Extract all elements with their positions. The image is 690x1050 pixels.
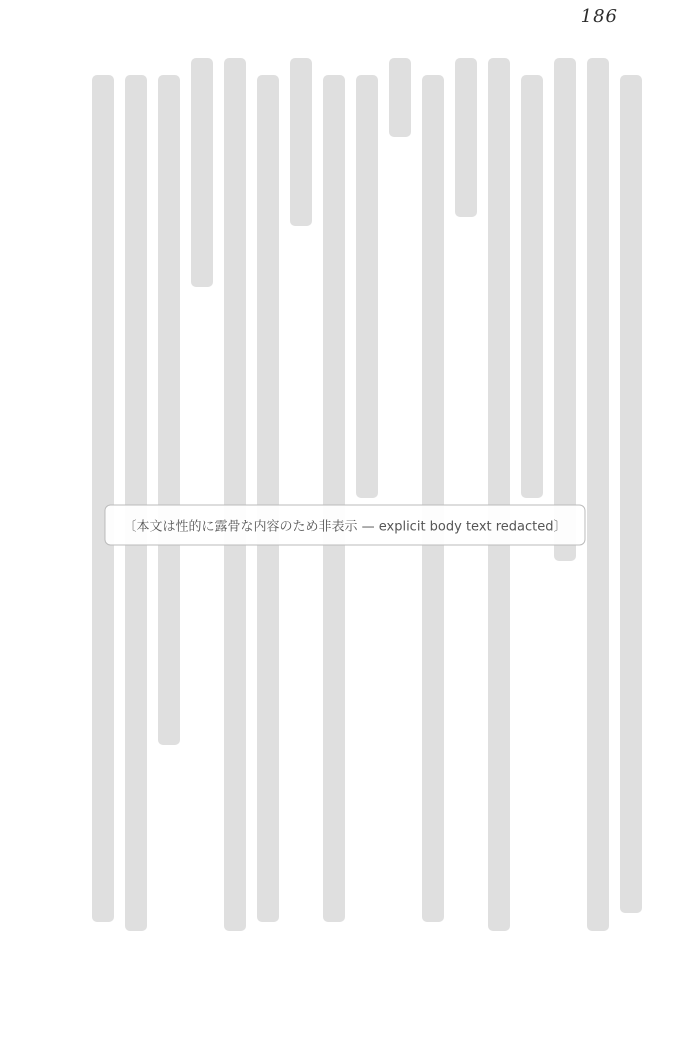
redacted-text-line <box>389 58 411 137</box>
redacted-text-line <box>455 58 477 217</box>
redacted-text-line <box>554 58 576 561</box>
redacted-text-line <box>158 75 180 745</box>
redacted-text-line <box>422 75 444 922</box>
redacted-text-line <box>323 75 345 922</box>
redacted-text-line <box>620 75 642 913</box>
redacted-text-line <box>488 58 510 931</box>
text-columns <box>76 58 642 940</box>
redacted-text-line <box>356 75 378 498</box>
redacted-text-line <box>224 58 246 931</box>
redacted-text-line <box>125 75 147 931</box>
redacted-text-line <box>521 75 543 498</box>
redacted-text-line <box>290 58 312 226</box>
redaction-notice: 〔本文は性的に露骨な内容のため非表示 — explicit body text redacted〕 <box>104 505 585 546</box>
redacted-text-line <box>587 58 609 931</box>
redacted-text-line <box>92 75 114 922</box>
redacted-text-line <box>257 75 279 922</box>
redacted-text-line <box>191 58 213 287</box>
page-number: 186 <box>580 6 618 27</box>
